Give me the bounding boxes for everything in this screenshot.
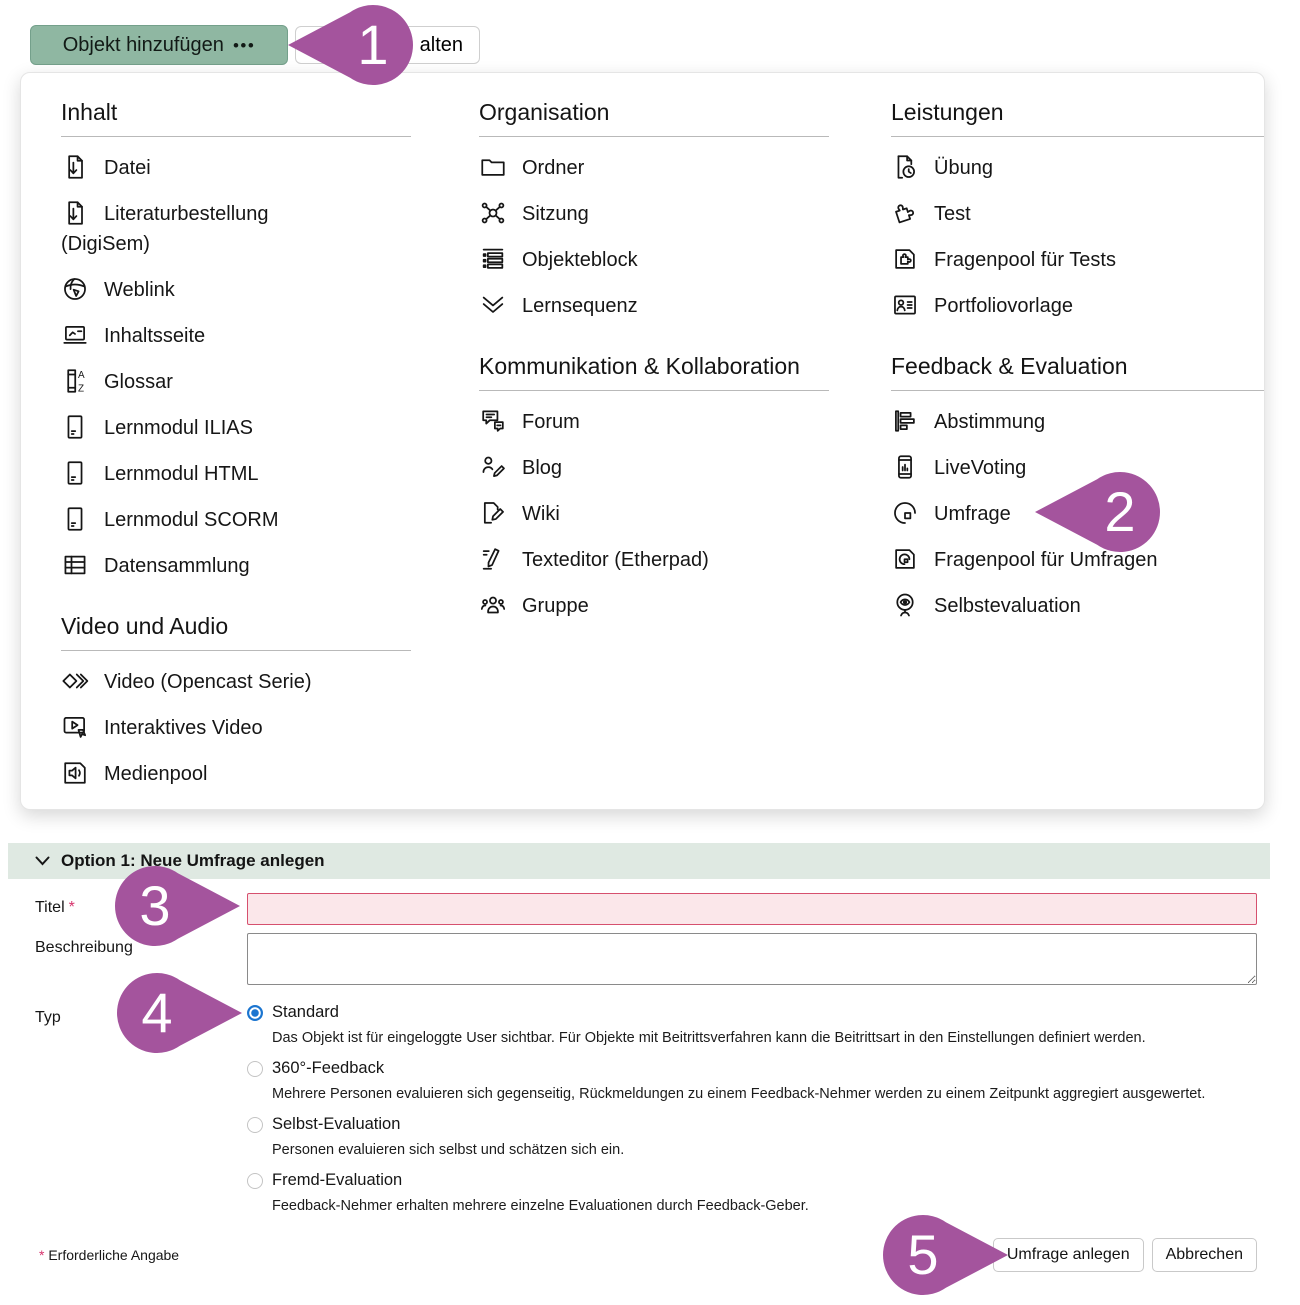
menu-item-label: Datensammlung <box>104 555 250 577</box>
secondary-toolbar-button-label: alten <box>419 33 463 56</box>
lernmodul-icon <box>61 459 89 487</box>
menu-item-literaturbestellung[interactable] <box>61 199 411 259</box>
menu-item-label: Inhaltsseite <box>104 325 206 347</box>
menu-item-forum[interactable] <box>479 407 829 437</box>
svg-text:3: 3 <box>139 874 171 937</box>
objekteblock-icon <box>479 245 507 273</box>
menu-item-label: LiveVoting <box>934 457 1027 479</box>
menu-item-label: Übung <box>934 157 993 179</box>
beschreibung-textarea[interactable] <box>247 933 1257 985</box>
menu-item-datei[interactable] <box>61 153 411 183</box>
svg-text:4: 4 <box>141 981 173 1044</box>
menu-section-leistungen <box>891 97 1264 321</box>
menu-section-kommunikation-kollaboration <box>479 351 829 621</box>
radio-description: Feedback-Nehmer erhalten mehrere einzelne Evaluationen durch Feedback-Geber. <box>272 1198 809 1214</box>
menu-item-label: Wiki <box>522 503 560 525</box>
menu-item-label: Texteditor (Etherpad) <box>522 549 709 571</box>
ordner-icon <box>479 153 507 181</box>
forum-icon <box>479 407 507 435</box>
section-title-inhalt: Inhalt <box>61 97 411 137</box>
required-note: * Erforderliche Angabe <box>39 1247 180 1263</box>
menu-item-lernsequenz[interactable] <box>479 291 829 321</box>
menu-item-label: Ordner <box>522 157 585 179</box>
menu-item-sitzung[interactable] <box>479 199 829 229</box>
opencast-video-icon <box>61 667 89 695</box>
datei-icon <box>61 199 89 227</box>
section-title-organisation: Organisation <box>479 97 829 137</box>
radio-label[interactable]: Standard <box>272 1003 339 1021</box>
callout-marker-1 <box>278 0 428 95</box>
ellipsis-icon: ••• <box>232 36 256 55</box>
test-icon <box>891 199 919 227</box>
menu-item-lernmodul-scorm[interactable] <box>61 505 411 535</box>
menu-item-label: Lernsequenz <box>522 295 638 317</box>
menu-item-lernmodul-ilias[interactable] <box>61 413 411 443</box>
callout-marker-4 <box>102 963 252 1063</box>
add-object-button[interactable] <box>30 25 288 65</box>
menu-item-ubung[interactable] <box>891 153 1264 183</box>
menu-item-portfoliovorlage[interactable] <box>891 291 1264 321</box>
menu-item-video-opencast-serie[interactable] <box>61 667 411 697</box>
selbstevaluation-icon <box>891 591 919 619</box>
menu-item-label: Selbstevaluation <box>934 595 1081 617</box>
menu-item-label: Forum <box>522 411 580 433</box>
menu-item-label-line2: (DigiSem) <box>61 233 150 255</box>
menu-item-label: Umfrage <box>934 503 1011 525</box>
fragenpool-umfragen-icon <box>891 545 919 573</box>
menu-item-label: Lernmodul SCORM <box>104 509 279 531</box>
menu-item-blog[interactable] <box>479 453 829 483</box>
menu-column-organisation <box>479 97 829 637</box>
medienpool-icon <box>61 759 89 787</box>
datei-icon <box>61 153 89 181</box>
callout-marker-5 <box>868 1205 1018 1305</box>
menu-item-label: Weblink <box>104 279 175 301</box>
lernsequenz-icon <box>479 291 507 319</box>
menu-item-label: Portfoliovorlage <box>934 295 1073 317</box>
radio-fremd-evaluation[interactable] <box>247 1173 263 1189</box>
menu-item-label: Objekteblock <box>522 249 638 271</box>
type-option-fremd-evaluation <box>247 1171 1257 1214</box>
menu-item-glossar[interactable] <box>61 367 411 397</box>
radio-selbst-evaluation[interactable] <box>247 1117 263 1133</box>
svg-text:1: 1 <box>357 13 389 76</box>
menu-item-label: Medienpool <box>104 763 208 785</box>
menu-item-datensammlung[interactable] <box>61 551 411 581</box>
radio-label[interactable]: Fremd-Evaluation <box>272 1171 403 1189</box>
cancel-button[interactable]: Abbrechen <box>1152 1238 1257 1272</box>
umfrage-icon <box>891 499 919 527</box>
menu-section-video-und-audio <box>61 611 411 789</box>
menu-item-gruppe[interactable] <box>479 591 829 621</box>
callout-marker-3 <box>100 856 250 956</box>
menu-section-inhalt <box>61 97 411 581</box>
glossar-icon <box>61 367 89 395</box>
add-object-button-label: Objekt hinzufügen <box>62 33 224 56</box>
create-survey-button[interactable]: Umfrage anlegen <box>993 1238 1144 1272</box>
inhaltsseite-icon <box>61 321 89 349</box>
titel-input[interactable] <box>247 893 1257 925</box>
menu-item-fragenpool-fur-tests[interactable] <box>891 245 1264 275</box>
menu-item-medienpool[interactable] <box>61 759 411 789</box>
datensammlung-icon <box>61 551 89 579</box>
radio-description: Personen evaluieren sich selbst und schätzen sich ein. <box>272 1142 625 1158</box>
svg-text:Z: Z <box>78 383 85 395</box>
callout-marker-2 <box>1025 462 1175 562</box>
svg-text:5: 5 <box>907 1223 939 1286</box>
section-title-feedback-evaluation: Feedback & Evaluation <box>891 351 1264 391</box>
menu-section-organisation <box>479 97 829 321</box>
menu-item-label: Blog <box>522 457 563 479</box>
type-option-selbst-evaluation <box>247 1115 1257 1158</box>
menu-item-ordner[interactable] <box>479 153 829 183</box>
portfoliovorlage-icon <box>891 291 919 319</box>
lernmodul-icon <box>61 505 89 533</box>
menu-item-interaktives-video[interactable] <box>61 713 411 743</box>
radio-label[interactable]: Selbst-Evaluation <box>272 1115 401 1133</box>
menu-item-texteditor-etherpad[interactable] <box>479 545 829 575</box>
svg-text:A: A <box>78 370 85 382</box>
type-option-360-feedback <box>247 1059 1257 1102</box>
add-object-dropdown-panel <box>20 72 1265 810</box>
menu-item-label: Datei <box>104 157 151 179</box>
typ-label: Typ <box>35 1009 61 1026</box>
menu-item-label: Glossar <box>104 371 173 393</box>
menu-item-label: Test <box>934 203 971 225</box>
radio-description: Mehrere Personen evaluieren sich gegenseitig, Rückmeldungen zu einem Feedback-Nehmer werden zu einem Zeitpunkt aggregiert ausgewertet. <box>272 1086 1206 1102</box>
menu-item-label: Lernmodul HTML <box>104 463 259 485</box>
menu-item-objekteblock[interactable] <box>479 245 829 275</box>
section-title-leistungen: Leistungen <box>891 97 1264 137</box>
menu-item-inhaltsseite[interactable] <box>61 321 411 351</box>
menu-item-selbstevaluation[interactable] <box>891 591 1264 621</box>
menu-item-label: Abstimmung <box>934 411 1046 433</box>
svg-text:2: 2 <box>1104 480 1136 543</box>
typ-radio-group <box>247 1003 1257 1227</box>
menu-item-label: Sitzung <box>522 203 589 225</box>
chevron-down-icon <box>35 856 50 866</box>
type-option-standard <box>247 1003 1257 1046</box>
abstimmung-icon <box>891 407 919 435</box>
section-title-kommunikation-kollaboration: Kommunikation & Kollaboration <box>479 351 829 391</box>
menu-item-label: Lernmodul ILIAS <box>104 417 253 439</box>
menu-item-test[interactable] <box>891 199 1264 229</box>
required-asterisk: * <box>39 1247 45 1263</box>
wiki-icon <box>479 499 507 527</box>
menu-item-label: Gruppe <box>522 595 589 617</box>
lernmodul-icon <box>61 413 89 441</box>
weblink-icon <box>61 275 89 303</box>
fragenpool-tests-icon <box>891 245 919 273</box>
uebung-icon <box>891 153 919 181</box>
blog-icon <box>479 453 507 481</box>
menu-item-label: Video (Opencast Serie) <box>104 671 312 693</box>
form-section-title: Option 1: Neue Umfrage anlegen <box>61 851 325 870</box>
menu-column-inhalt <box>61 97 411 805</box>
radio-label[interactable]: 360°-Feedback <box>272 1059 385 1077</box>
radio-description: Das Objekt ist für eingeloggte User sichtbar. Für Objekte mit Beitrittsverfahren kann die Beitrittsart in den Einstellungen definiert werden. <box>272 1030 1146 1046</box>
interaktives-video-icon <box>61 713 89 741</box>
titel-label: Titel * <box>35 899 75 916</box>
menu-item-weblink[interactable] <box>61 275 411 305</box>
gruppe-icon <box>479 591 507 619</box>
texteditor-icon <box>479 545 507 573</box>
menu-item-label: Fragenpool für Tests <box>934 249 1116 271</box>
section-title-video-und-audio: Video und Audio <box>61 611 411 651</box>
sitzung-icon <box>479 199 507 227</box>
menu-item-label: Literaturbestellung <box>104 203 269 225</box>
menu-item-wiki[interactable] <box>479 499 829 529</box>
menu-item-lernmodul-html[interactable] <box>61 459 411 489</box>
menu-item-abstimmung[interactable] <box>891 407 1264 437</box>
livevoting-icon <box>891 453 919 481</box>
menu-item-label: Fragenpool für Umfragen <box>934 549 1158 571</box>
beschreibung-label: Beschreibung <box>35 939 133 956</box>
menu-item-label: Interaktives Video <box>104 717 263 739</box>
required-asterisk: * <box>68 899 75 916</box>
